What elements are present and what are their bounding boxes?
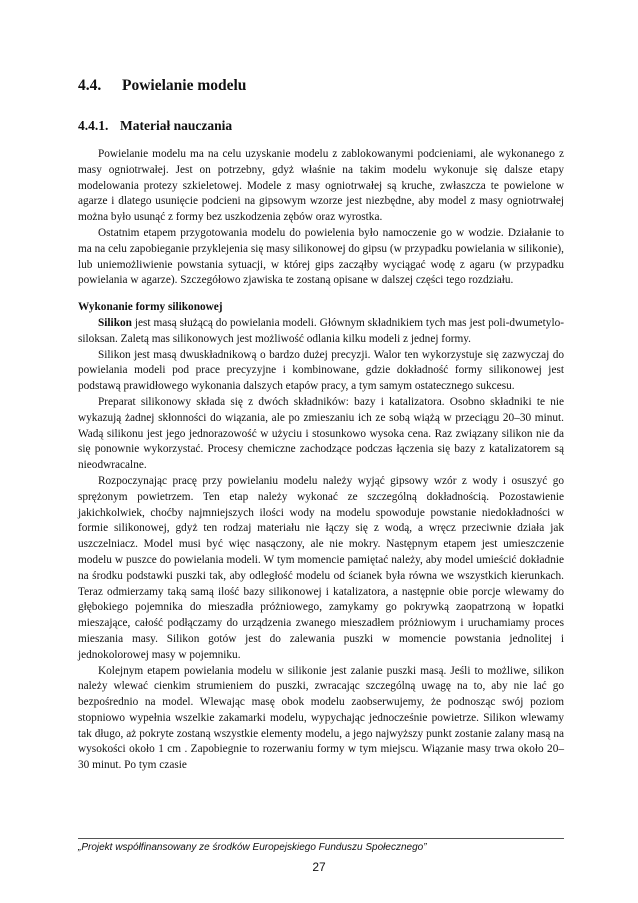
footer-note: „Projekt współfinansowany ze środków Europejskiego Funduszu Społecznego”	[78, 842, 427, 853]
subheading-silicone-form: Wykonanie formy silikonowej	[78, 301, 223, 314]
page-number: 27	[312, 860, 326, 874]
body-text	[78, 147, 564, 774]
section-title: Powielanie modelu	[122, 77, 247, 94]
paragraph-rest: jest masą służącą do powielania modeli. Głównym składnikiem tych mas jest poli-dwumetylo-siloksan. Zaletą mas silikonowych jest możliwość odlania kilku modeli z jednej formy.	[78, 316, 564, 345]
paragraph: Silikon jest masą dwuskładnikową o bardzo dużej precyzji. Walor ten wykorzystuje się zazwyczaj do powielania modeli pod prace precyzyjne i kombinowane, gdzie dokładność formy silikonowej jest podstawą prawidłowego wykonania dalszych etapów pracy, a tym samym ostatecznego sukcesu.	[78, 348, 564, 393]
paragraph	[78, 316, 564, 348]
paragraph: Ostatnim etapem przygotowania modelu do powielenia było namoczenie go w wodzie. Działanie to ma na celu zapobieganie przyklejenia się masy silikonowej do gipsu (w przypadku powielania w silikonie), lub uniemożliwienie powstania sytuacji, w której gips zacząłby wyciągać wodę z agaru (w przypadku powielania w agarze). Szczegółowo zjawiska te zostaną opisane w dalszej części tego rozdziału.	[78, 226, 564, 287]
section-number: 4.4.	[78, 77, 102, 94]
footer-divider	[78, 838, 564, 839]
paragraph: Rozpoczynając pracę przy powielaniu modelu należy wyjąć gipsowy wzór z wody i osuszyć go sprężonym powietrzem. Ten etap należy wykonać ze szczególną dokładnością. Pozostawienie jakichkolwiek, choćby najmniejszych ilości wody na modelu spowoduje powstanie niedokładności w formie silikonowej, gdyż ten rodzaj materiału nie łączy się z wodą, a wręcz przeciwnie działa jak uszczelniacz. Model musi być więc nasączony, ale nie mokry. Następnym etapem jest umieszczenie modelu w puszce do powielania modeli. W tym momencie pamiętać należy, aby model umieścić dokładnie na środku podstawki puszki tak, aby odległość modelu od ścianek była równa we wszystkich kierunkach. Teraz odmierzamy taką samą ilość bazy silikonowej i katalizatora, a następnie obie porcje wlewamy do głębokiego pojemnika do mieszadła próżniowego, zamykamy go pokrywką zaopatrzoną w łopatki mieszające, całość podłączamy do urządzenia zwanego mieszadłem próżniowym i uruchamiamy proces mieszania masy. Silikon gotów jest do zalewania puszki w momencie powstania jednolitej i jednokolorowej masy w pojemniku.	[78, 474, 564, 661]
subsection-title: Materiał nauczania	[120, 118, 233, 133]
bold-term: Silikon	[98, 316, 132, 329]
paragraph: Preparat silikonowy składa się z dwóch składników: bazy i katalizatora. Osobno składniki te nie wykazują żadnej skłonności do wiązania, ale po zmieszaniu ich ze sobą wiążą w przeciągu 20–30 minut. Wadą silikonu jest jego jednorazowość w użyciu i stosunkowo wysoka cena. Raz związany silikon nie da się ponownie wykorzystać. Procesy chemiczne zachodzące podczas łączenia się bazy z katalizatorem są nieodwracalne.	[78, 395, 564, 472]
section-heading	[78, 77, 246, 95]
subsection-number: 4.4.1.	[78, 118, 109, 133]
subsection-heading	[78, 118, 232, 134]
paragraph: Kolejnym etapem powielania modelu w silikonie jest zalanie puszki masą. Jeśli to możliwe, silikon należy wlewać cienkim strumieniem do puszki, zwracając szczególną uwagę na to, aby nie lać go bezpośrednio na model. Wlewając masę obok modelu zaobserwujemy, że podnosząc swój poziom stopniowo wypełnia wszelkie zakamarki modelu, wypychając jednocześnie powietrze. Silikon wlewamy tak długo, aż pokryte zostaną wszystkie elementy modelu, a jego najwyższy punkt zostanie zalany masą na wysokości około 1 cm . Zapobiegnie to rozerwaniu formy w tym miejscu. Wiązanie masy trwa około 20–30 minut. Po tym czasie	[78, 664, 564, 772]
paragraph: Powielanie modelu ma na celu uzyskanie modelu z zablokowanymi podcieniami, ale wykonanego z masy ogniotrwałej. Jest on potrzebny, gdyż właśnie na takim modelu wykonuje się dalsze etapy modelowania protezy szkieletowej. Modele z masy ogniotrwałej są kruche, zwłaszcza te powielone w agarze i dlatego usunięcie podcieni na gipsowym wzorze jest niezbędne, aby model z masy ogniotrwałej można było usunąć z formy bez uszkodzenia zębów oraz wyrostka.	[78, 148, 564, 224]
